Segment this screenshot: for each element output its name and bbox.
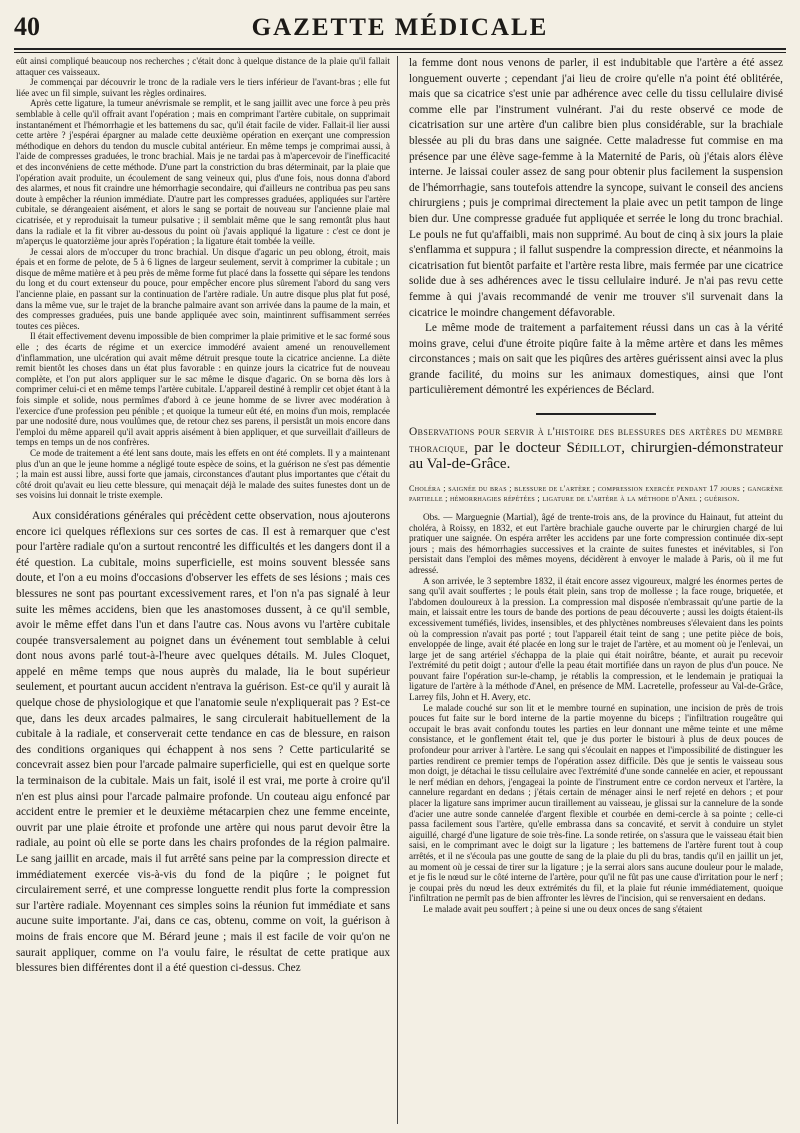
paragraph: Aux considérations générales qui précèdent cette observation, nous ajouterons encore ici quelques réflexions sur ces sortes de cas. Il est à remarquer que c'est pour l'artère radiale qu'on a surtout rencontré les difficultés et les dangers dont il a été question. La cubitale, moins superficielle, est moins souvent blessée sans doute, et l'on a eu moins d'occasions d'observer les effets de ses lésions ; mais ces blessures ne sont pas pourtant excessivement rares, et l'on n'a pas signalé à leur suite les mêmes accidens, bien que les anastomoses dussent, à ce qu'il semble, avoir le même effet dans l'un et dans l'autre cas. Nous avons vu l'artère cubitale coupée transversalement au poignet dans un événement tout semblable à celui dont nous avons parlé tout-à-l'heure avec quelques détails. M. Jules Cloquet, appelé en même temps que nous auprès du malade, lia le bout supérieur seulement, et pourtant aucun accident n'entrava la guérison. Est-ce qu'il y aurait là quelque chose de physiologique et que l'anatomie seule n'expliquerait pas ? Est-ce que, dans les deux arcades palmaires, le sang circulerait habituellement de la cubitale à la radiale, et conserverait cette tendance en cas de blessure, en raison des conditions organiques qui échappent à nos sens ? Cette particularité se concevrait assez bien pour l'arcade palmaire superficielle, qui est en quelque sorte la terminaison de la cubitale. Mais un fait, isolé il est vrai, me porte à croire qu'il n'en est plus ainsi pour l'arcade palmaire profonde. Un couteau aigu enfoncé par accident entre le premier et le deuxième métacarpien chez une femme enceinte, ouvrit par une plaie étroite et profonde une artère qui nous parut devoir être la radiale, au point où elle se porte dans les chairs profondes de la région palmaire. Le sang jaillit en arcade, mais il fut arrêté sans peine par la compression directe et immédiatement exercée vis-à-vis du fond de la piqûre ; le poignet fut circulairement serré, et une compresse longuette rendit plus forte la compression sur l'artère radiale. Moyennant ces simples soins la réunion fut immédiate et sans aucune suite importante. J'ai, dans ce cas, obtenu, comme on voit, la guérison à moins de frais encore que M. Bérard jeune ; mais il est facile de voir qu'on ne saurait appliquer, comme on l'a voulu faire, le résultat de cette pratique aux blessures bien différentes dont il a été question ci-dessus. Chez: [16, 509, 390, 975]
header-rule-thin: [14, 52, 786, 53]
paragraph: Ce mode de traitement a été lent sans doute, mais les effets en ont été complets. Il y a maintenant plus d'un an que le jeune homme a négligé toute espèce de soins, et la guérison ne s'est pas démentie ; la main est aussi libre, aussi forte que jamais, circonstances d'autant plus importantes que c'était du côté droit qu'avait eu lieu cette blessure, qui menaçait déjà le malade des suites funestes dont un de ses voisins lui donnait le triste exemple.: [16, 447, 390, 501]
column-divider: [397, 56, 398, 1124]
paragraph: A son arrivée, le 3 septembre 1832, il était encore assez vigoureux, malgré les énormes pertes de sang qu'il avait souffertes ; le pouls était plein, sans trop de mollesse ; la face rouge, briquetée, et l'abdomen douloureux à la pression. La compression mal disposée n'embrassait qu'une partie de la main, et laissait entre les tours de bande des portions de peau découverte ; aussi les doigts étaient-ils excessivement tuméfiés, livides, insensibles, et des phlyctènes nombreuses s'élevaient dans les points où la compression n'avait pas porté ; tout l'appareil était teint de sang ; une petite pièce de bois, enveloppée de linge, avait été placée en long sur le trajet de l'artère, et au moment où je l'enlevai, un large jet de sang artériel s'échappa de la plaie qui était noirâtre, béante, et aurait pu recevoir l'extrémité du petit doigt ; autour d'elle la peau était mortifiée dans un rayon de plus d'un pouce. Ne pouvant faire l'opération sur-le-champ, je rétablis la compression, et le lendemain je pratiquai la ligature de l'artère à la méthode d'Anel, en présence de MM. Lacretelle, professeur au Val-de-Grâce, Larrey fils, John et H. Avery, etc.: [409, 575, 783, 703]
article-author: Sédillot: [566, 439, 622, 456]
left-column: [16, 56, 390, 1128]
paragraph: Le malade couché sur son lit et le membre tourné en supination, une incision de près de trois pouces fut faite sur le bord interne de la partie moyenne du biceps ; l'infiltration rougeâtre qui occupait le bras avait confondu toutes les parties en leur donnant une même teinte et une même consistance, et le gonflement était tel, que je dus porter le bistouri à plus de deux pouces de profondeur pour arriver à l'artère. Le sang qui s'écoulait en nappes et l'impossibilité de distinguer les parties rendirent ce premier temps de l'opération assez difficile. Dès que je sentis le vaisseau sous mon doigt, je détachai le tissu cellulaire avec l'extrémité d'une sonde cannelée en acier, et repoussant le nerf médian en dehors, j'engageai la pointe de l'instrument entre ce cordon nerveux et l'artère, la cannelure regardant en dedans ; j'étais certain de ménager ainsi le nerf rejeté en dehors ; et pour placer la ligature sans imprimer aucun tiraillement au vaisseau, je glissai sur la cannelure de la sonde d'acier une autre sonde cannelée d'argent flexible et courbée en demi-cercle à sa pointe ; celle-ci passa facilement sous l'artère, qu'elle embrassa dans sa concavité, et servit à conduire un stylet aiguillé, chargé d'une ligature de soie très-fine. La sonde retirée, on s'assura que le vaisseau était bien saisi, en le comprimant avec le doigt sur la ligature ; les battemens de l'artère furent tout à coup arrêtés, et il ne s'écoula pas une goutte de sang de la plaie du pli du bras, tandis qu'il en jaillit un jet, au moment où je cessai de tirer sur la ligature ; je la serrai alors sans aucune douleur pour le malade, et je fis le nœud sur le côté interne de l'artère, pour qu'il ne fût pas une cause d'irritation pour le nerf ; je coupai près du nœud les deux extrémités du fil, et la plaie fut réunie immédiatement, quoique l'infiltration ne permît pas de bien affronter les lèvres de l'incision, qui se renversaient en dedans.: [409, 702, 783, 904]
paragraph: Il était effectivement devenu impossible de bien comprimer la plaie primitive et le sac formé sous elle ; des écarts de régime et un exercice immodéré avaient amené un renouvellement d'inflammation, une ulcération qui avait même détruit presque toute la cicatrice ancienne. La diète remit bientôt les choses dans un état plus favorable : en quinze jours la cicatrice fut de nouveau complète, et l'on put alors appliquer sur le sac même le disque d'agaric. On se borna dès lors à comprimer celui-ci et en même temps l'artère cubitale. L'appareil destiné à remplir cet objet étant à la fois simple et solide, nous permîmes d'abord à ce jeune homme de se livrer avec modération à l'exercice d'une profession peu pénible ; et quoique la tumeur eût été, en moins d'un mois, remplacée par une nodosité dure, nous voulûmes que, de retour chez ses parens, il persistât un mois encore dans l'emploi du même appareil qu'il avait appris aisément à bien appliquer, et que surveillait d'ailleurs de temps en temps un de nos confrères.: [16, 331, 390, 448]
right-large-text: [409, 56, 783, 399]
article-title-end: , chirurgien-démonstrateur au Val-de-Grâce.: [409, 439, 783, 473]
paragraph: Je commençai par découvrir le tronc de la radiale vers le tiers inférieur de l'avant-bras ; elle fut liée avec un fil simple, suivant les règles ordinaires.: [16, 77, 390, 98]
right-small-text: [409, 512, 783, 915]
paragraph: Obs. — Marguegnie (Martial), âgé de trente-trois ans, de la province du Hainaut, fut atteint du choléra, à Roissy, en 1832, et eut l'artère brachiale gauche ouverte par le chirurgien chargé de lui pratiquer une saignée. On espéra arrêter les accidens par une forte compression continuée dix-sept jours ; mais des hémorrhagies successives et la crainte de suites funestes et inévitables, si l'on persistait dans l'emploi des mêmes moyens, décidèrent à envoyer le malade à Paris, où il me fut adressé.: [409, 511, 783, 575]
article-title-rest: par le docteur: [468, 439, 567, 456]
page-header: [14, 12, 786, 48]
paragraph: Le malade avait peu souffert ; à peine si une ou deux onces de sang s'étaient: [423, 903, 703, 914]
paragraph: Après cette ligature, la tumeur anévrismale se remplit, et le sang jaillit avec une force à peu près semblable à celle qu'il offrait avant l'opération ; mais en comprimant l'artère cubitale, on supprimait instantanément et l'hémorrhagie et les battemens du sac, qu'il était facile de vider. Fallait-il lier aussi cette artère ? j'espérai épargner au malade cette deuxième opération en exerçant une compression méthodique en dehors du tendon du muscle cubital antérieur. En même temps je comprimai aussi, à l'aide de compresses graduées, le tronc brachial. Mais je ne tardai pas à m'apercevoir de l'inefficacité et des inconvéniens de cette méthode. D'une part la constriction du bras déterminait, par la plaie que l'opération avait produite, un écoulement de sang veineux qui, plus d'une fois, nous donna d'abord des alarmes, et nous fit craindre une hémorrhagie secondaire, qui d'ailleurs ne contribua pas peu sans doute à empêcher la réunion immédiate. D'autre part les compresses graduées, appliquées sur l'artère cubitale, se dérangeaient aisément, et alors le sang se portait de nouveau sur l'ancienne plaie mal cicatrisée, et y reproduisait la tumeur pulsative ; il semblait même que le sang remontât plus haut dans la radiale et la fit vibrer au-dessous du point où j'avais appliqué la ligature : c'est ce dont je m'aperçus le quatorzième jour après l'opération ; la ligature était tombée la veille.: [16, 98, 390, 247]
journal-title: GAZETTE MÉDICALE: [251, 14, 549, 41]
article-title-caps: Observations pour servir à l'histoire des blessures des artères du membre thoracique,: [409, 426, 783, 455]
article-subtitle: Choléra ; saignée du bras ; blessure de l'artère ; compression exercée pendant 17 jours ; gangrène partielle ; hémorrhagies répétées ; ligature de l'artère à la méthode d'Anel ; guérison.: [409, 483, 783, 503]
paragraph: Le même mode de traitement a parfaitement réussi dans un cas à la vérité moins grave, celui d'une étroite piqûre faite à la même artère et dans les mêmes circonstances ; mais on sait que les piqûres des artères guérissent ainsi avec la plus grande facilité, du moins sur les animaux domestiques, ainsi que l'ont particulièrement démontré les expériences de Béclard.: [409, 322, 783, 397]
page-number: 40: [14, 12, 40, 41]
paragraph: la femme dont nous venons de parler, il est indubitable que l'artère a été assez longuement ouverte ; cependant j'ai lieu de croire qu'elle n'a point été oblitérée, mais que sa cicatrice s'est unie par adhérence avec celle du tissu cellulaire divisé comme elle par l'instrument vulnérant. J'ai du reste observé ce mode de cicatrisation sur une artère d'un calibre bien plus considérable, sur la brachiale blessée au pli du bras dans une saignée. Cette maladresse fut commise en ma présence par une élève sage-femme à la Maternité de Paris, où j'étais alors élève interne. Je laissai couler assez de sang pour obtenir plus facilement la suspension de l'hémorrhagie, sans toutefois attendre la syncope, suivant le conseil des anciens chirurgiens ; puis je comprimai directement la plaie avec un petit tampon de linge bien dur. Une compresse graduée fut appliquée et serrée le long du tronc brachial. Le pouls ne fut qu'affaibli, mais non supprimé. Au bout de cinq à six jours la plaie s'enflamma et suppura ; il fallut suspendre la compression directe, et néanmoins la cicatrisation fut bientôt parfaite et l'artère resta libre, mais fermée par une cicatrice solide due à ses adhérences avec le tissu cellulaire induré. Je n'ai pas revu cette femme à qui j'avais recommandé de venir me trouver s'il survenait dans la cicatrice le moindre changement défavorable.: [409, 57, 783, 319]
right-column: [409, 56, 783, 1128]
left-small-text: [16, 56, 390, 501]
paragraph: eût ainsi compliqué beaucoup nos recherches ; c'était donc à quelque distance de la plaie qu'il fallait attaquer ces vaisseaux.: [16, 56, 390, 77]
left-large-text: [16, 509, 390, 977]
paragraph: Je cessai alors de m'occuper du tronc brachial. Un disque d'agaric un peu oblong, étroit, mais épais et en forme de pelote, de 5 à 6 lignes de largeur seulement, servit à comprimer la cubitale ; un disque de même matière et à peu près de même forme fut placé dans la fossette qui sépare les tendons du long et du court extenseur du pouce, pour empêcher encore plus sûrement l'abord du sang vers l'ancienne plaie, en passant sur la continuation de l'artère radiale. Un autre disque plus plat fut posé, dans la même vue, sur le trajet de la branche palmaire avant son arrivée dans la paume de la main, et des compresses graduées, puis une bande appliquée avec soin, maintinrent suffisamment serrées toutes ces pièces.: [16, 246, 390, 331]
header-rule: [14, 48, 786, 50]
section-separator: [536, 413, 656, 415]
article-title: [409, 425, 783, 474]
